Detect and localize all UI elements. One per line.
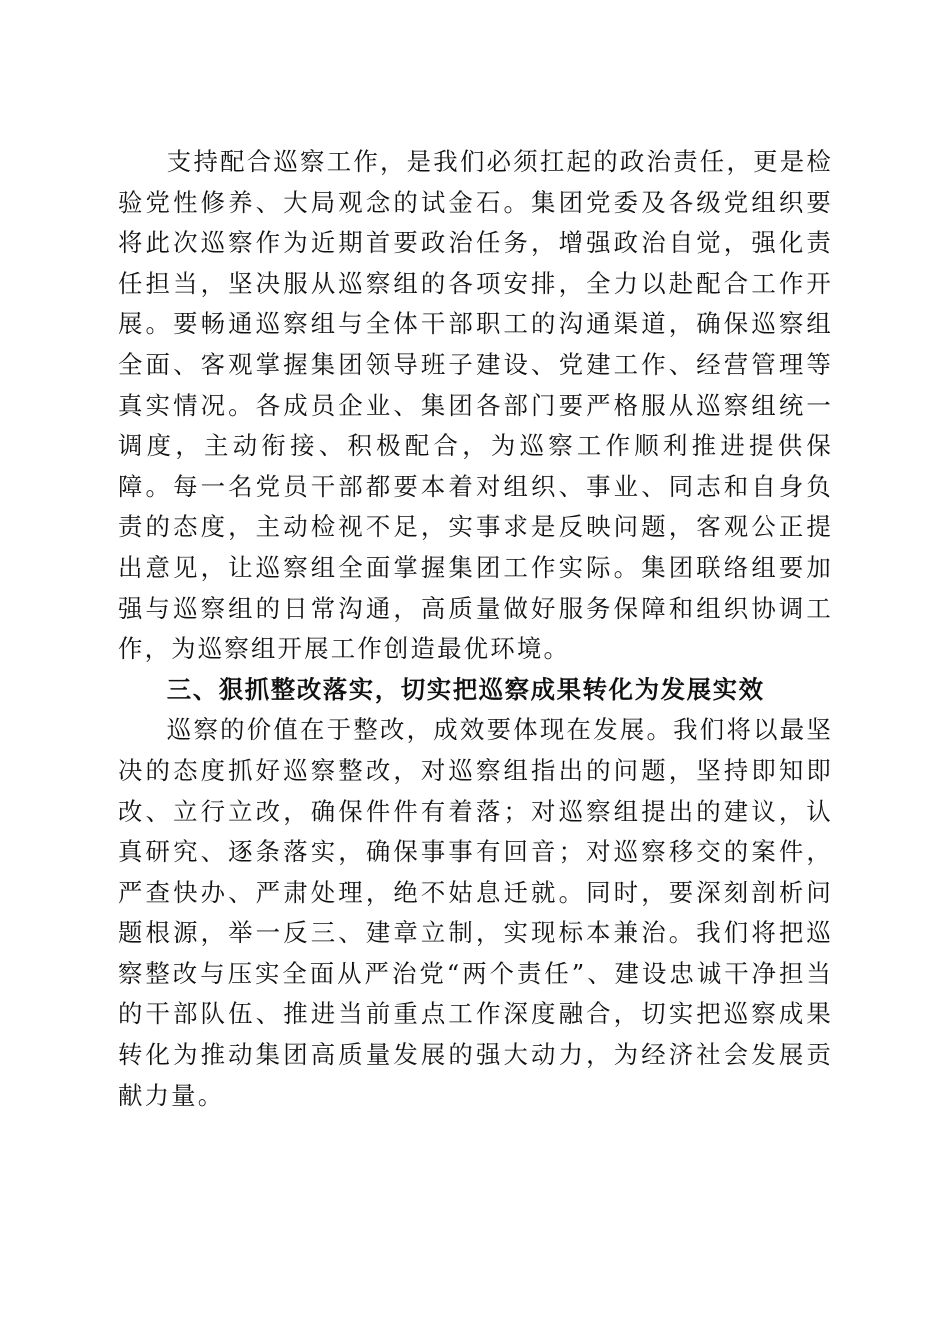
document-body <box>118 142 833 1116</box>
paragraph-rectification: 巡察的价值在于整改，成效要体现在发展。我们将以最坚决的态度抓好巡察整改，对巡察组指出的问题，坚持即知即改、立行立改，确保件件有着落；对巡察组提出的建议，认真研究、逐条落实，确保事事有回音；对巡察移交的案件，严查快办、严肃处理，绝不姑息迁就。同时，要深刻剖析问题根源，举一反三、建章立制，实现标本兼治。我们将把巡察整改与压实全面从严治党“两个责任”、建设忠诚干净担当的干部队伍、推进当前重点工作深度融合，切实把巡察成果转化为推动集团高质量发展的强大动力，为经济社会发展贡献力量。 <box>118 715 833 1110</box>
paragraph-support-inspection: 支持配合巡察工作，是我们必须扛起的政治责任，更是检验党性修养、大局观念的试金石。集团党委及各级党组织要将此次巡察作为近期首要政治任务，增强政治自觉，强化责任担当，坚决服从巡察组的各项安排，全力以赴配合工作开展。要畅通巡察组与全体干部职工的沟通渠道，确保巡察组全面、客观掌握集团领导班子建设、党建工作、经营管理等真实情况。各成员企业、集团各部门要严格服从巡察组统一调度，主动衔接、积极配合，为巡察工作顺利推进提供保障。每一名党员干部都要本着对组织、事业、同志和自身负责的态度，主动检视不足，实事求是反映问题，客观公正提出意见，让巡察组全面掌握集团工作实际。集团联络组要加强与巡察组的日常沟通，高质量做好服务保障和组织协调工作，为巡察组开展工作创造最优环境。 <box>118 147 833 664</box>
section-heading-rectification: 三、狠抓整改落实，切实把巡察成果转化为发展实效 <box>166 674 765 704</box>
